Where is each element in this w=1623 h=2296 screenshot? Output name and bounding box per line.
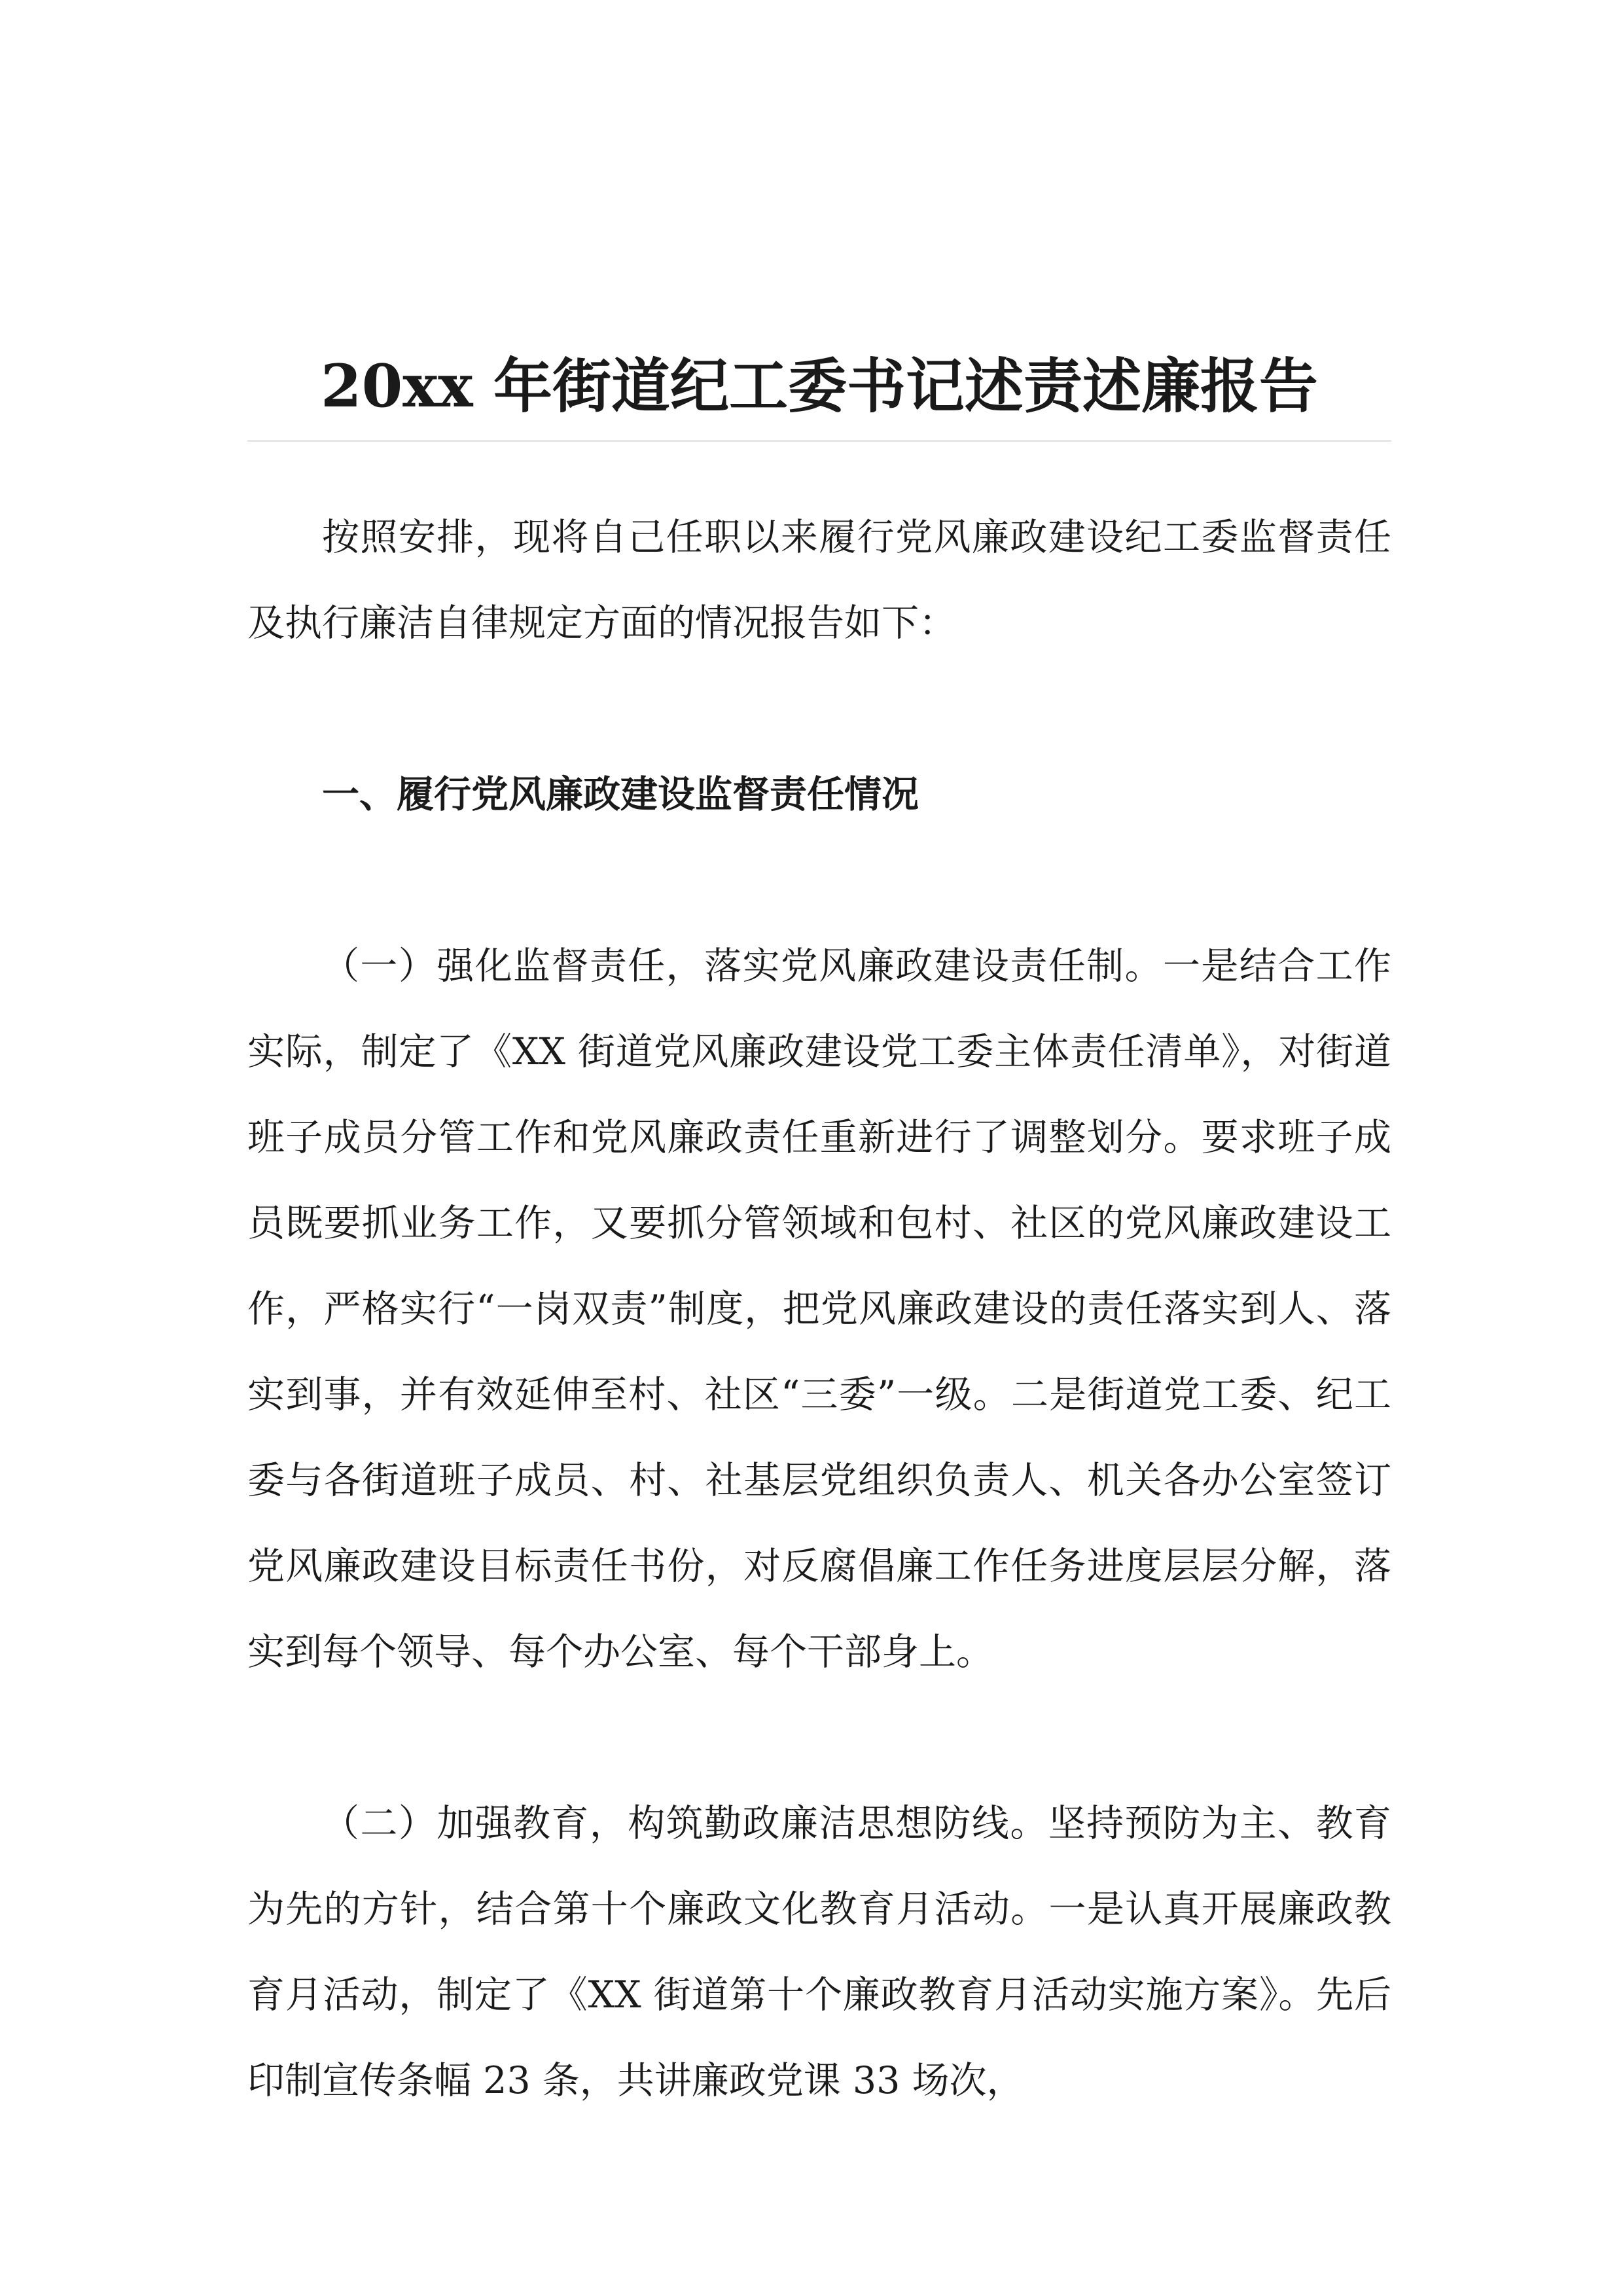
paragraph-gap xyxy=(247,666,1391,752)
document-title: 20xx 年街道纪工委书记述责述廉报告 xyxy=(321,351,1318,421)
paragraph-gap xyxy=(247,838,1391,924)
document-body xyxy=(247,495,1391,2124)
section-heading: 一、履行党风廉政建设监督责任情况 xyxy=(322,773,919,816)
title-divider xyxy=(247,440,1391,442)
section-paragraph-1: （一）强化监督责任，落实党风廉政建设责任制。一是结合工作实际，制定了《XX 街道党风廉政建设党工委主体责任清单》，对街道班子成员分管工作和党风廉政责任重新进行了调整划分。要求班子成员既要抓业务工作，又要抓分管领域和包村、社区的党风廉政建设工作，严格实行“一岗双责”制度，把党风廉政建设的责任落实到人、落实到事，并有效延伸至村、社区“三委”一级。二是街道党工委、纪工委与各街道班子成员、村、社基层党组织负责人、机关各办公室签订党风廉政建设目标责任书份，对反腐倡廉工作任务进度层层分解，落实到每个领导、每个办公室、每个干部身上。 xyxy=(247,944,1391,1674)
paragraph-gap xyxy=(247,1695,1391,1781)
section-paragraph-2: （二）加强教育，构筑勤政廉洁思想防线。坚持预防为主、教育为先的方针，结合第十个廉政文化教育月活动。一是认真开展廉政教育月活动，制定了《XX 街道第十个廉政教育月活动实施方案》。先后印制宣传条幅 23 条，共讲廉政党课 33 场次， xyxy=(247,1802,1391,2102)
intro-paragraph: 按照安排，现将自己任职以来履行党风廉政建设纪工委监督责任及执行廉洁自律规定方面的情况报告如下： xyxy=(247,516,1391,645)
